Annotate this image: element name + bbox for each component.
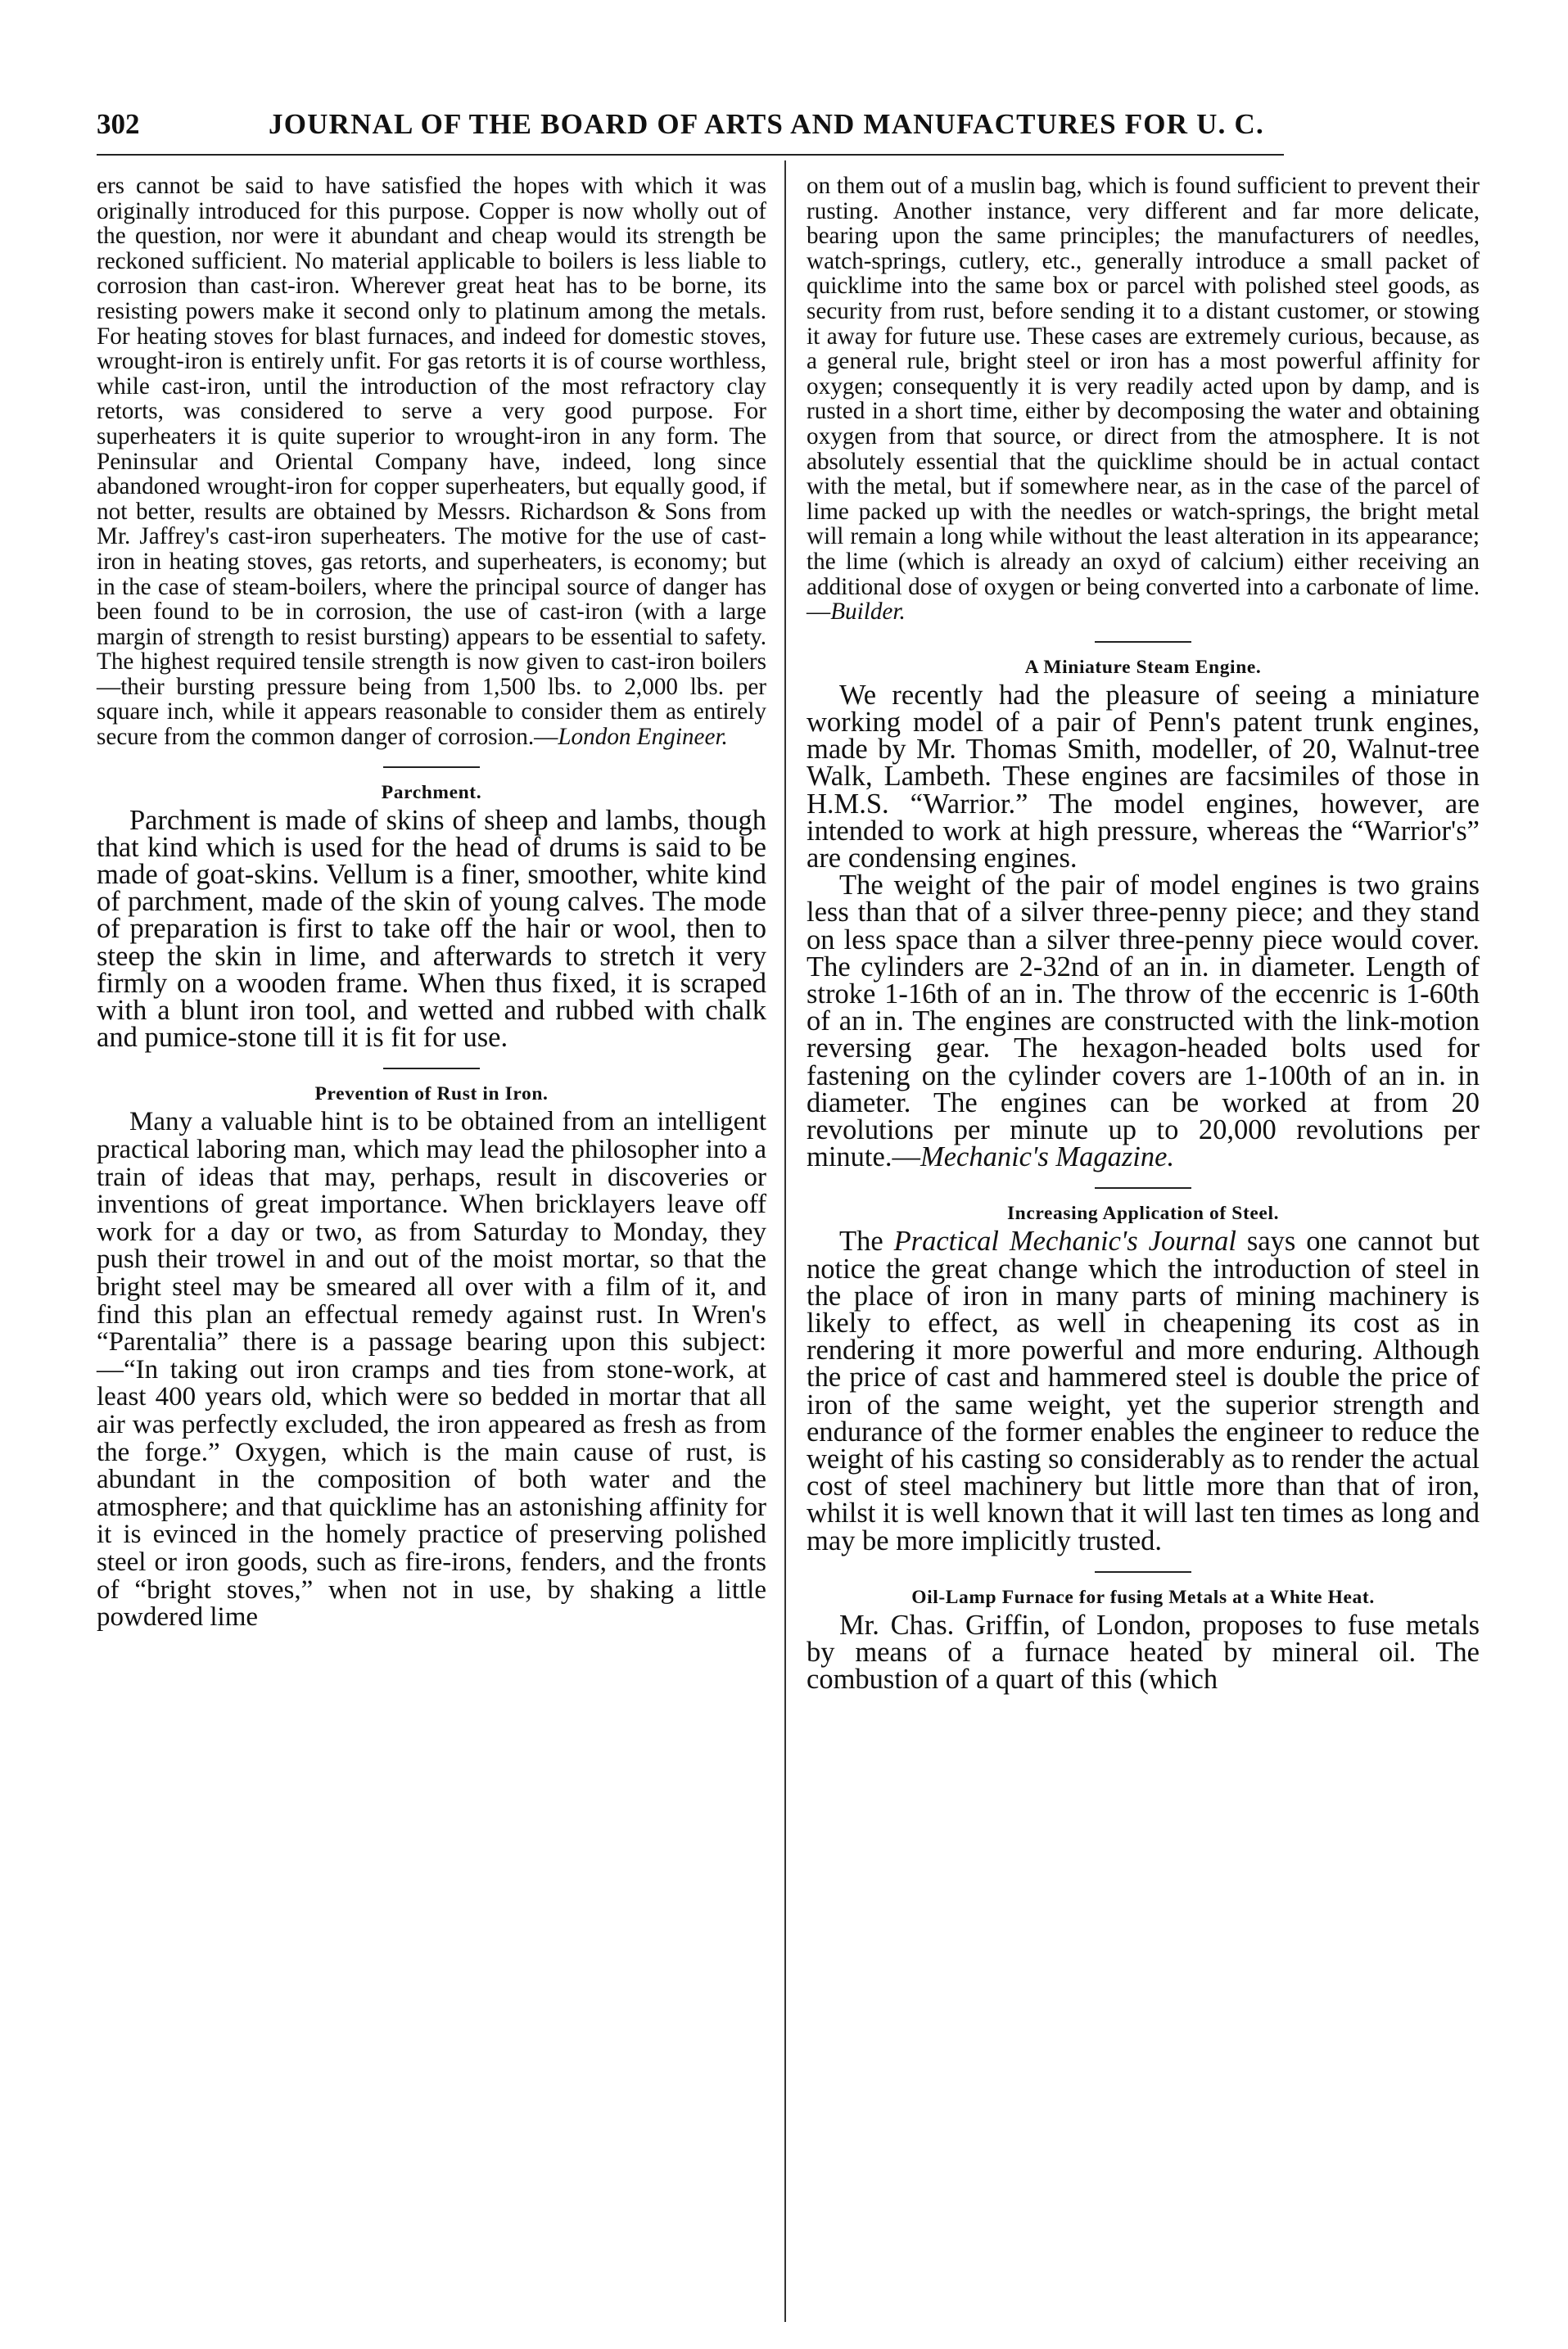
article-paragraph: The Practical Mechanic's Journal says one cannot but notice the great change which the introduction of steel in the place of iron in many parts of mining machinery is likely to effect, as well in cheapening its cost as in rendering it more powerful and more enduring. Although the price of cast and hammered steel is double the price of iron of the same weight, yet the superior strength and endurance of the former enables the engineer to reduce the weight of his casting so considerably as to render the actual cost of steel machinery but little more than that of iron, whilst it is well known that it will last ten times as long and may be more implicitly trusted. <box>807 1226 1480 1556</box>
article-heading: Prevention of Rust in Iron. <box>314 1083 549 1105</box>
article-paragraph: We recently had the pleasure of seeing a miniature working model of a pair of Penn's patent trunk engines, made by Mr. Thomas Smith, modeller, of 20, Walnut-tree Walk, Lambeth. These engines are facsimiles of those in H.M.S. “Warrior.” The model engines, however, are intended to work at high pressure, whereas the “Warrior's” are condensing engines. <box>807 679 1480 874</box>
section-rule <box>383 766 480 768</box>
section-rule <box>1095 1571 1191 1573</box>
right-column <box>807 173 1480 1696</box>
article-heading: Oil-Lamp Furnace for fusing Metals at a White Heat. <box>911 1586 1375 1608</box>
page-header <box>97 97 1284 156</box>
article-heading: Parchment. <box>381 781 482 803</box>
section-rule <box>383 1068 480 1069</box>
article-paragraph: The weight of the pair of model engines is two grains less than that of a silver three-penny piece; and they stand on less space than a silver three-penny piece would cover. The cylinders are 2-32nd of an in. in diameter. Length of stroke 1-16th of an in. The throw of the eccenric is 1-60th of an in. The engines are constructed with the link-motion reversing gear. The hexagon-headed bolts used for fastening on the cylinder covers are 1-100th of an in. in diameter. The engines can be worked at from 20 revolutions per minute up to 20,000 revolutions per minute.—Mechanic's Magazine. <box>807 870 1480 1173</box>
section-rule <box>1095 641 1191 643</box>
left-column <box>97 174 766 1632</box>
article-paragraph: Parchment is made of skins of sheep and lambs, though that kind which is used for the head of drums is said to be made of goat-skins. Vellum is a finer, smoother, white kind of parchment, made of the skin of young calves. The mode of preparation is first to take off the hair or wool, then to steep the skin in lime, and afterwards to stretch it very firmly on a wooden frame. When thus fixed, it is scraped with a blunt iron tool, and wetted and rubbed with chalk and pumice-stone till it is fit for use. <box>97 804 766 1054</box>
article-paragraph: ers cannot be said to have satisfied the hopes with which it was originally introduced for this purpose. Copper is now wholly out of the question, nor were it abundant and cheap would its strength be reckoned sufficient. No material applicable to boilers is less liable to corrosion than cast-iron. Wherever great heat has to be borne, its resisting powers make it second only to platinum among the metals. For heating stoves for blast furnaces, and indeed for domestic stoves, wrought-iron is entirely unfit. For gas retorts it is of course worthless, while cast-iron, until the introduction of the most refractory clay retorts, was considered to serve a very good purpose. For superheaters it is quite superior to wrought-iron in any form. The Peninsular and Oriental Company have, indeed, long since abandoned wrought-iron for copper superheaters, but equally good, if not better, results are obtained by Messrs. Richardson & Sons from Mr. Jaffrey's cast-iron superheaters. The motive for the use of cast-iron in heating stoves, gas retorts, and superheaters, is economy; but in the case of steam-boilers, where the principal source of danger has been found to be in corrosion, the use of cast-iron (with a large margin of strength to resist bursting) appears to be essential to safety. The highest required tensile strength is now given to cast-iron boilers—their bursting pressure being from 1,500 lbs. to 2,000 lbs. per square inch, while it appears reasonable to consider them as entirely secure from the common danger of corrosion.—London Engineer. <box>97 173 766 751</box>
running-title: JOURNAL OF THE BOARD OF ARTS AND MANUFACTURES FOR U. C. <box>269 108 1264 140</box>
article-heading: A Miniature Steam Engine. <box>1024 656 1262 678</box>
article-paragraph: on them out of a muslin bag, which is found sufficient to prevent their rusting. Another instance, very different and far more delicate, bearing upon the same principles; the manufacturers of needles, watch-springs, cutlery, etc., generally introduce a small packet of quicklime into the same box or parcel with polished steel goods, as security from rust, before sending it to a distant customer, or stowing it away for future use. These cases are extremely curious, because, as a general rule, bright steel or iron has a most powerful affinity for oxygen; consequently it is very readily acted upon by damp, and is rusted in a short time, either by decomposing the water and obtaining oxygen from that source, or direct from the atmosphere. It is not absolutely essential that the quicklime should be in actual contact with the metal, but if somewhere near, as in the case of the parcel of lime packed up with the needles or watch-springs, the bright metal will remain a long while without the least alteration in its appearance; the lime (which is already an oxyd of calcium) either receiving an additional dose of oxygen or being converted into a carbonate of lime.—Builder. <box>807 173 1480 626</box>
article-paragraph: Many a valuable hint is to be obtained from an intelligent practical laboring man, which may lead the philosopher into a train of ideas that may, perhaps, result in discoveries or inventions of great importance. When bricklayers leave off work for a day or two, as from Saturday to Monday, they push their trowel in and out of the moist mortar, so that the bright steel may be smeared all over with a film of it, and find this plan an effectual remedy against rust. In Wren's “Parentalia” there is a passage bearing upon this subject:—“In taking out iron cramps and ties from stone-work, at least 400 years old, which were so bedded in mortar that all air was perfectly excluded, the iron appeared as fresh as from the forge.” Oxygen, which is the main cause of rust, is abundant in the composition of both water and the atmosphere; and that quicklime has an astonishing affinity for it is evinced in the homely practice of preserving polished steel or iron goods, such as fire-irons, fenders, and the fronts of “bright stoves,” when not in use, by shaking a little powdered lime <box>97 1107 766 1633</box>
article-paragraph: Mr. Chas. Griffin, of London, proposes to fuse metals by means of a furnace heated by mineral oil. The combustion of a quart of this (which <box>807 1609 1480 1696</box>
column-divider <box>784 160 786 2322</box>
article-heading: Increasing Application of Steel. <box>1006 1203 1280 1225</box>
section-rule <box>1095 1187 1191 1189</box>
page-number: 302 <box>97 108 140 140</box>
